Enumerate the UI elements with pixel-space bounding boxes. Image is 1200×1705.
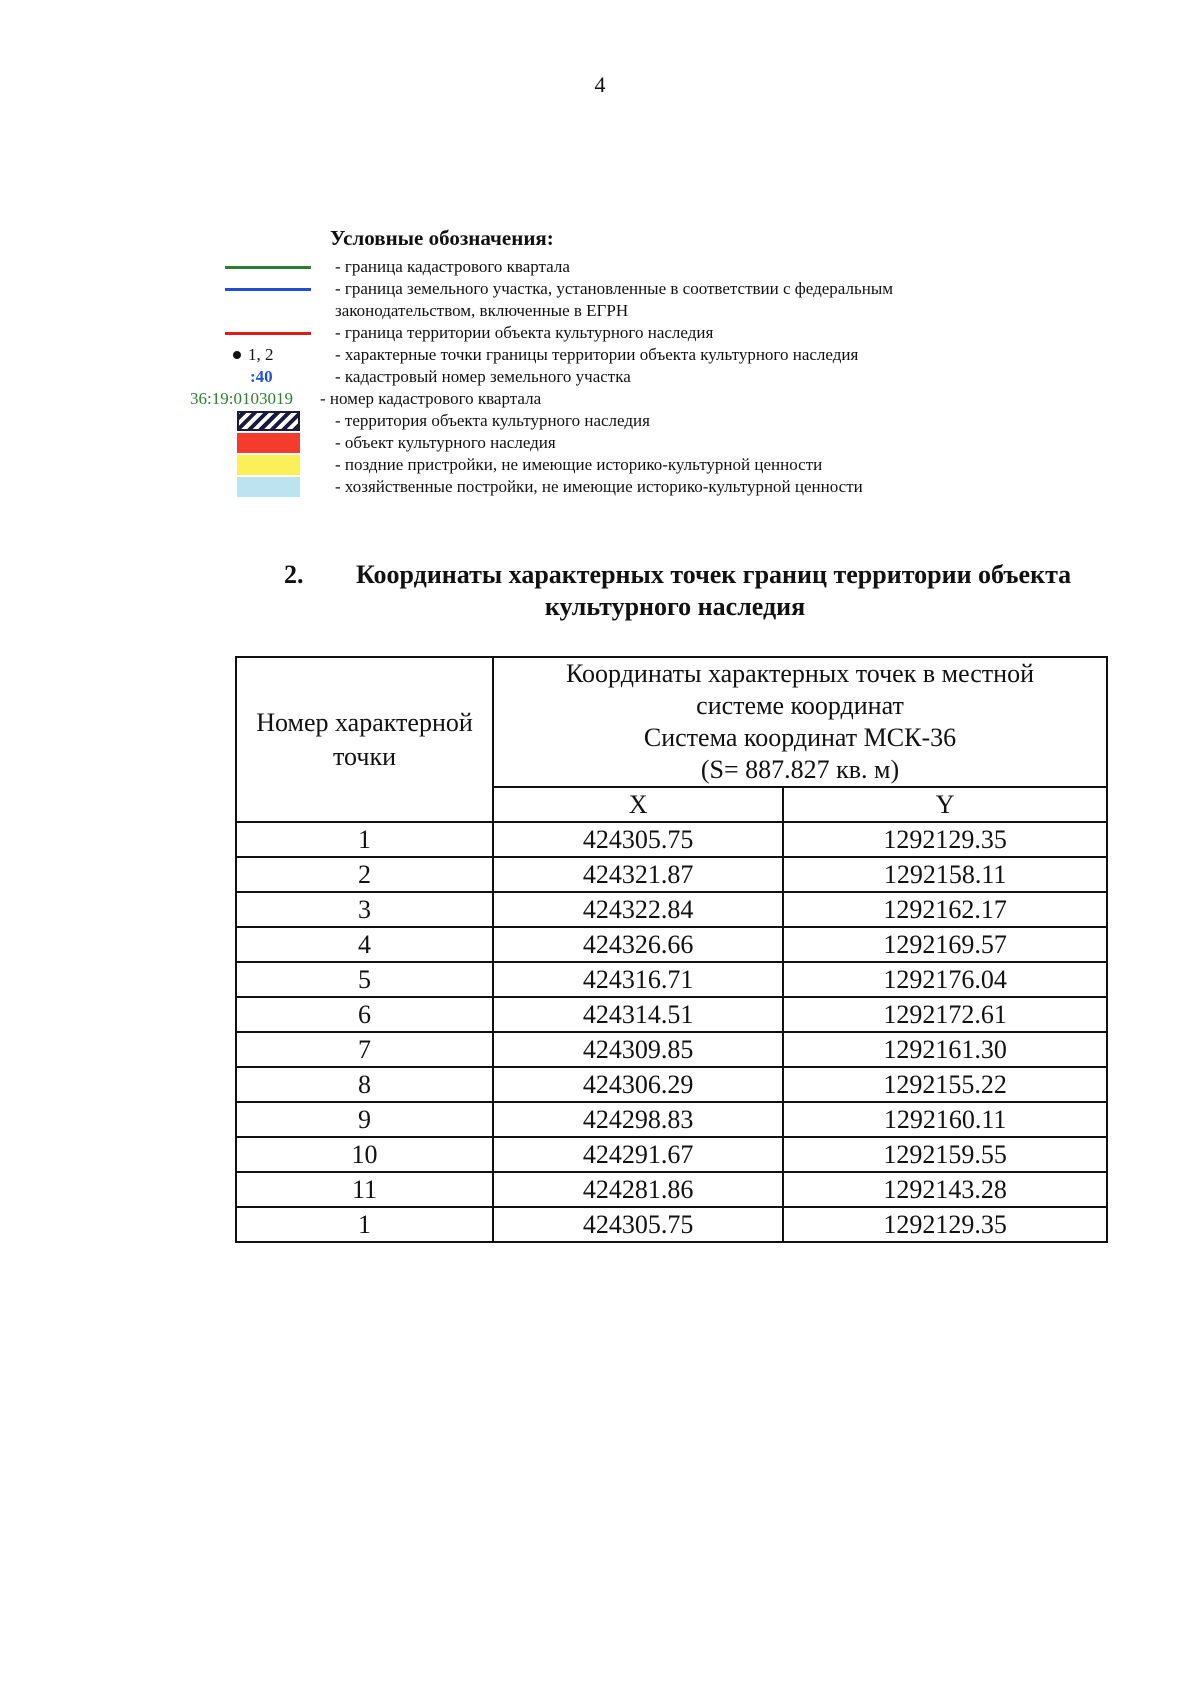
cell-point: 7 [236,1032,493,1067]
point-marker-icon [190,344,302,366]
quarter-number-label: 36:19:0103019 [190,389,293,408]
header-x: X [493,787,783,822]
table-row [236,892,1107,927]
table-row [236,1067,1107,1102]
lightblue-fill-icon [190,476,302,498]
hatch-swatch [237,411,300,431]
table-header-row [236,657,1107,787]
legend-text: законодательством, включенные в ЕГРН [335,301,629,320]
green-line-icon [190,256,302,278]
legend-item-late-additions [190,454,1090,476]
dot-icon [233,351,241,359]
legend-item-quarter-number [190,388,1090,410]
cell-x: 424291.67 [493,1137,783,1172]
point-label: 1, 2 [248,345,274,364]
header-y: Y [783,787,1107,822]
cell-x: 424316.71 [493,962,783,997]
cell-y: 1292172.61 [783,997,1107,1032]
table-row [236,997,1107,1032]
table-row [236,857,1107,892]
cadastral-number-symbol [190,366,302,388]
legend-item-outbuildings [190,476,1090,498]
cell-x: 424306.29 [493,1067,783,1102]
cell-point: 8 [236,1067,493,1102]
legend-text: - граница территории объекта культурного наследия [335,323,714,342]
cell-point: 3 [236,892,493,927]
section-title-line1: Координаты характерных точек границ территории объекта [356,560,1072,589]
cell-x: 424305.75 [493,1207,783,1242]
section-number: 2. [284,560,304,589]
table-row [236,1032,1107,1067]
table-row [236,1172,1107,1207]
cell-y: 1292162.17 [783,892,1107,927]
quarter-number-symbol [176,388,293,410]
legend-text: - поздние пристройки, не имеющие историко-культурной ценности [335,455,823,474]
line-swatch [225,266,311,269]
red-fill-icon [190,432,302,454]
cell-x: 424309.85 [493,1032,783,1067]
cell-point: 1 [236,822,493,857]
table-row [236,927,1107,962]
legend-text: - граница земельного участка, установленные в соответствии с федеральным [335,279,894,298]
cell-x: 424298.83 [493,1102,783,1137]
fill-swatch [237,477,300,497]
legend-text: - объект культурного наследия [335,433,556,452]
cell-point: 2 [236,857,493,892]
fill-swatch [237,433,300,453]
header-coordinates [493,657,1107,787]
legend-item-points [190,344,1090,366]
legend-title: Условные обозначения: [330,226,554,250]
cell-point: 10 [236,1137,493,1172]
hatch-icon [190,410,302,432]
cell-point: 11 [236,1172,493,1207]
table-row [236,1102,1107,1137]
table-row [236,822,1107,857]
cell-point: 9 [236,1102,493,1137]
cell-point: 4 [236,927,493,962]
cell-y: 1292155.22 [783,1067,1107,1102]
cell-point: 6 [236,997,493,1032]
cell-y: 1292143.28 [783,1172,1107,1207]
cell-x: 424314.51 [493,997,783,1032]
legend-item-parcel-boundary [190,278,1090,300]
cell-y: 1292159.55 [783,1137,1107,1172]
legend-item-quarter-boundary [190,256,1090,278]
header-coordinates-line: Система координат МСК-36 [643,723,957,752]
section-title-line2: культурного наследия [544,592,806,621]
yellow-fill-icon [190,454,302,476]
table-row [236,962,1107,997]
header-coordinates-line: системе координат [696,691,904,720]
legend-text: - территория объекта культурного наследия [335,411,650,430]
cell-x: 424305.75 [493,822,783,857]
cell-y: 1292176.04 [783,962,1107,997]
legend-text: - характерные точки границы территории объекта культурного наследия [335,345,859,364]
blue-line-icon [190,278,302,300]
fill-swatch [237,455,300,475]
cell-x: 424322.84 [493,892,783,927]
header-coordinates-line: (S= 887.827 кв. м) [700,755,900,784]
coordinates-table [235,656,1108,1243]
cell-y: 1292129.35 [783,1207,1107,1242]
cell-x: 424321.87 [493,857,783,892]
table-row [236,1207,1107,1242]
page-number: 4 [594,72,606,97]
header-point-number: Номер характерной точки [236,657,493,822]
cell-x: 424281.86 [493,1172,783,1207]
legend-text: - кадастровый номер земельного участка [335,367,631,386]
table-row [236,1137,1107,1172]
legend-text: - граница кадастрового квартала [335,257,570,276]
legend-text: - номер кадастрового квартала [320,389,542,408]
red-line-icon [190,322,302,344]
legend-item-cadastral-number [190,366,1090,388]
cell-y: 1292169.57 [783,927,1107,962]
cell-point: 1 [236,1207,493,1242]
cell-y: 1292160.11 [783,1102,1107,1137]
cell-y: 1292158.11 [783,857,1107,892]
cadastral-number-label: :40 [250,367,273,386]
legend-text: - хозяйственные постройки, не имеющие историко-культурной ценности [335,477,863,496]
cell-y: 1292161.30 [783,1032,1107,1067]
cell-x: 424326.66 [493,927,783,962]
legend-item-heritage-object [190,432,1090,454]
header-coordinates-line: Координаты характерных точек в местной [565,659,1034,688]
cell-y: 1292129.35 [783,822,1107,857]
line-swatch [225,332,311,335]
line-swatch [225,288,311,291]
legend-item-continuation [190,300,1090,322]
legend-item-heritage-territory [190,410,1090,432]
legend-item-heritage-boundary [190,322,1090,344]
cell-point: 5 [236,962,493,997]
